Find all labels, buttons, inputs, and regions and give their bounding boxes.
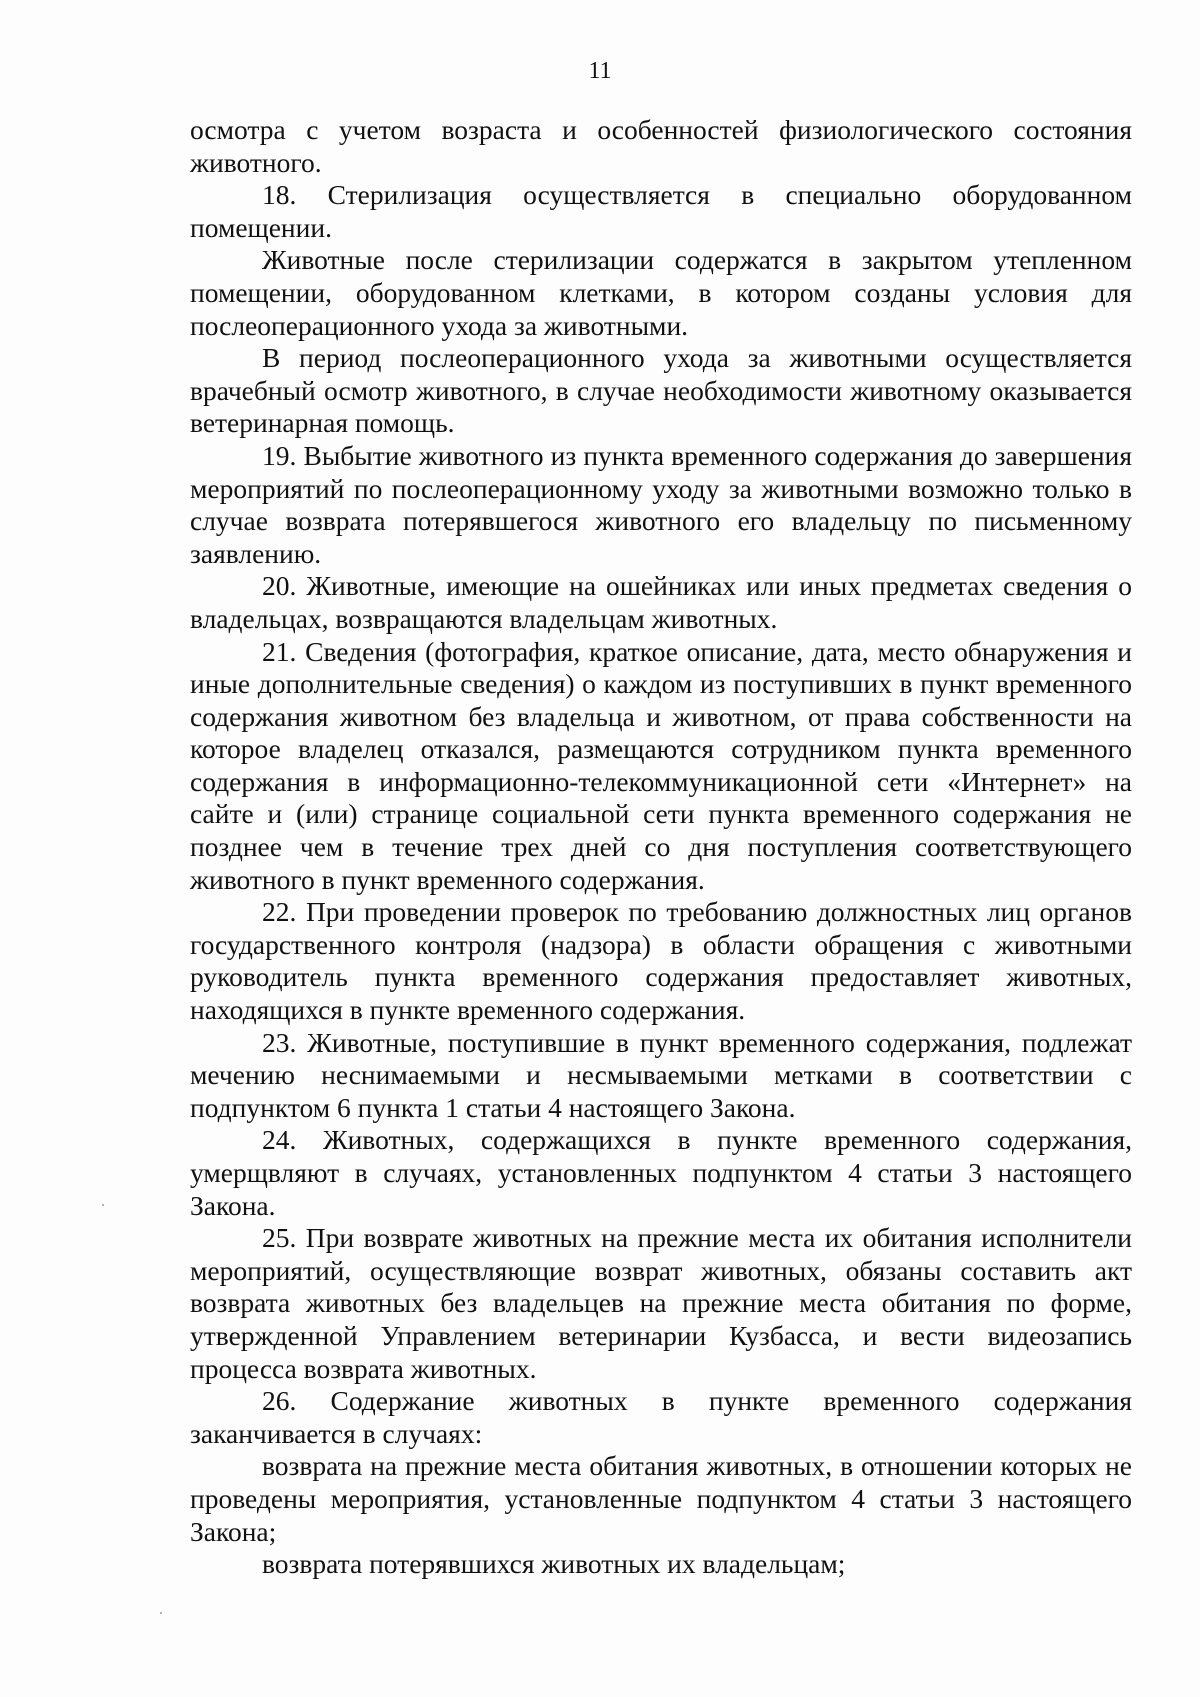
scan-speck	[160, 1612, 162, 1614]
paragraph-item-18-post-sterilization: Животные после стерилизации содержатся в закрытом утепленном помещении, оборудованном клетками, в котором созданы условия для послеоперационного ухода за животными.	[190, 244, 1132, 341]
paragraph-item-20: 20. Животные, имеющие на ошейниках или иных предметах сведения о владельцах, возвращаются владельцам животных.	[190, 570, 1132, 634]
paragraph-item-18: 18. Стерилизация осуществляется в специально оборудованном помещении.	[190, 179, 1132, 243]
paragraph-item-21: 21. Сведения (фотография, краткое описание, дата, место обнаружения и иные дополнительные сведения) о каждом из поступивших в пункт временного содержания животном без владельца и животном, от права собственности на которое владелец отказался, размещаются сотрудником пункта временного содержания в информационно-телекоммуникационной сети «Интернет» на сайте и (или) странице социальной сети пункта временного содержания не позднее чем в течение трех дней со дня поступления соответствующего животного в пункт временного содержания.	[190, 635, 1132, 895]
paragraph-item-18-postoperative-care: В период послеоперационного ухода за животными осуществляется врачебный осмотр животного, в случае необходимости животному оказывается ветеринарная помощь.	[190, 342, 1132, 439]
page-number: 11	[588, 58, 612, 84]
paragraph-item-24: 24. Животных, содержащихся в пункте временного содержания, умерщвляют в случаях, установленных подпунктом 4 статьи 3 настоящего Закона.	[190, 1124, 1132, 1221]
document-body	[190, 114, 1132, 1581]
paragraph-item-19: 19. Выбытие животного из пункта временного содержания до завершения мероприятий по послеоперационному уходу за животными возможно только в случае возврата потерявшегося животного его владельцу по письменному заявлению.	[190, 439, 1132, 569]
scan-speck	[102, 1204, 104, 1206]
paragraph-item-26: 26. Содержание животных в пункте временного содержания заканчивается в случаях:	[190, 1385, 1132, 1449]
paragraph-item-26-case-return-owner: возврата потерявшихся животных их владельцам;	[262, 1548, 846, 1580]
paragraph-item-22: 22. При проведении проверок по требованию должностных лиц органов государственного контроля (надзора) в области обращения с животными руководитель пункта временного содержания предоставляет животных, находящихся в пункте временного содержания.	[190, 896, 1132, 1026]
paragraph-item-23: 23. Животные, поступившие в пункт временного содержания, подлежат мечению неснимаемыми и несмываемыми метками в соответствии с подпунктом 6 пункта 1 статьи 4 настоящего Закона.	[190, 1026, 1132, 1123]
paragraph-continuation: осмотра с учетом возраста и особенностей физиологического состояния животного.	[190, 114, 1132, 178]
paragraph-item-25: 25. При возврате животных на прежние места их обитания исполнители мероприятий, осуществляющие возврат животных, обязаны составить акт возврата животных без владельцев на прежние места обитания по форме, утвержденной Управлением ветеринарии Кузбасса, и вести видеозапись процесса возврата животных.	[190, 1222, 1132, 1384]
paragraph-item-26-case-return-habitat: возврата на прежние места обитания животных, в отношении которых не проведены мероприятия, установленные подпунктом 4 статьи 3 настоящего Закона;	[190, 1450, 1132, 1547]
